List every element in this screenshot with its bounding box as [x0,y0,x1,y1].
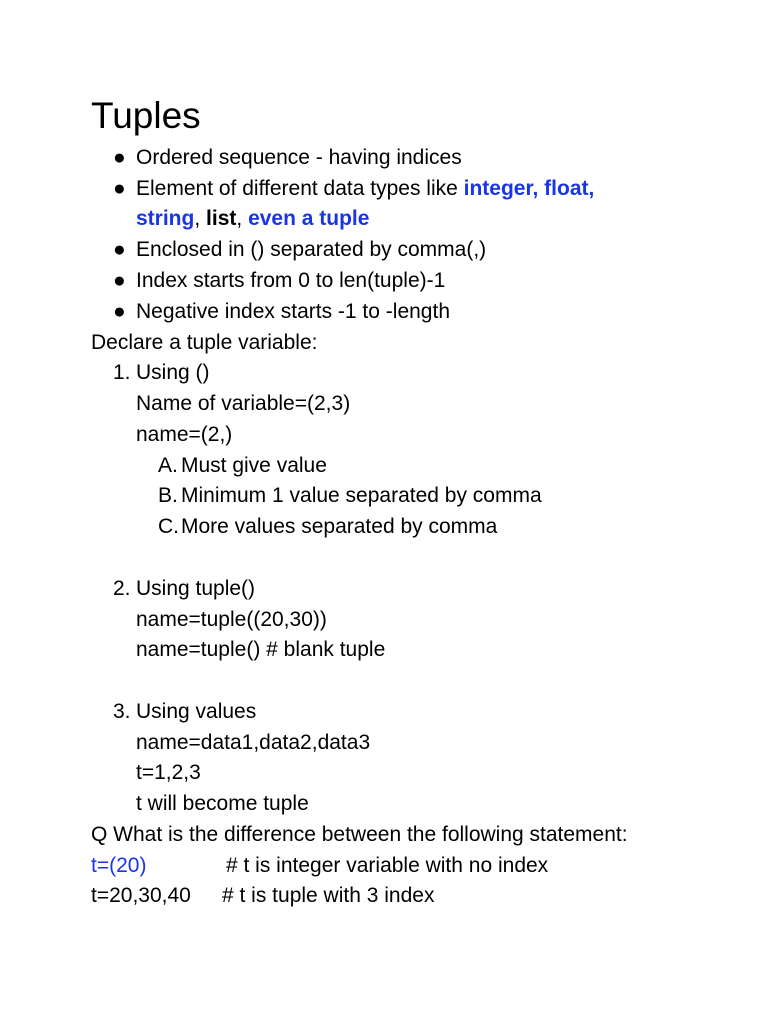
bullet-icon: ● [113,238,126,261]
bullet-text-continued [136,205,369,233]
separator-comma: , [194,207,201,230]
declare-heading: Declare a tuple variable: [91,331,318,354]
sub-item-text: Must give value [181,454,327,477]
sub-item-text: Minimum 1 value separated by comma [181,484,542,507]
separator-comma: , [236,207,243,230]
list-number: 3. [113,700,131,723]
highlight-string: string [136,207,195,230]
bullet-text [136,175,594,203]
sub-item-letter: B. [158,484,178,507]
bullet-text-plain: Element of different data types like [136,177,464,200]
code-line: name=(2,) [136,423,233,446]
example-comment: # t is tuple with 3 index [222,884,435,907]
bullet-text: Enclosed in () separated by comma(,) [136,238,487,261]
list-number: 1. [113,361,131,384]
highlight-types: integer, float, [463,177,595,200]
bullet-icon: ● [113,269,126,292]
bullet-text: Negative index starts -1 to -length [136,300,450,323]
code-line: t will become tuple [136,792,309,815]
example-comment: # t is integer variable with no index [226,854,549,877]
highlight-tuple: even a tuple [248,207,370,230]
code-line: Name of variable=(2,3) [136,392,351,415]
sub-item-letter: A. [158,454,178,477]
bullet-text: Index starts from 0 to len(tuple)-1 [136,269,446,292]
bullet-icon: ● [113,177,126,200]
example-code: t=20,30,40 [91,884,191,907]
code-line: name=tuple((20,30)) [136,608,327,631]
bullet-icon: ● [113,146,126,169]
sub-item-letter: C. [158,515,179,538]
method-title: Using () [136,361,210,384]
example-code: t=(20) [91,854,147,877]
bullet-icon: ● [113,300,126,323]
highlight-list: list [206,207,237,230]
bullet-text: Ordered sequence - having indices [136,146,462,169]
list-number: 2. [113,577,131,600]
code-line: name=tuple() # blank tuple [136,638,386,661]
code-line: t=1,2,3 [136,761,201,784]
sub-item-text: More values separated by comma [181,515,498,538]
method-title: Using values [136,700,257,723]
question-text: Q What is the difference between the following statement: [91,823,628,846]
method-title: Using tuple() [136,577,256,600]
code-line: name=data1,data2,data3 [136,731,371,754]
page-title: Tuples [91,95,201,136]
